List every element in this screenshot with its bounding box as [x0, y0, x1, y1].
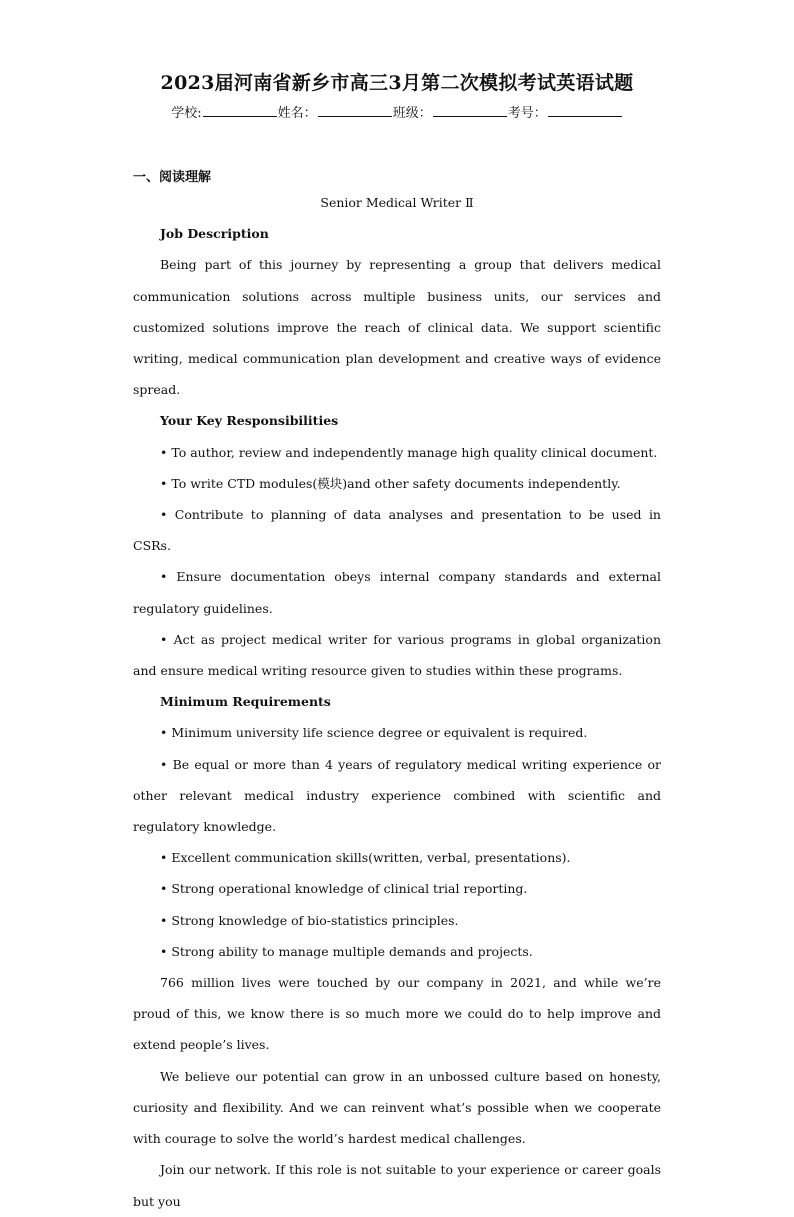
requirement-item: • Minimum university life science degree or equivalent is required.: [160, 725, 588, 741]
requirement-item: • Strong operational knowledge of clinical trial reporting.: [160, 881, 528, 897]
requirements-heading: Minimum Requirements: [160, 694, 331, 710]
class-blank: [433, 104, 507, 117]
section-title: 一、阅读理解: [133, 170, 212, 185]
responsibility-item: • To author, review and independently manage high quality clinical document.: [160, 444, 658, 460]
requirement-item: • Strong knowledge of bio-statistics principles.: [160, 912, 459, 928]
school-label: 学校:: [171, 106, 202, 121]
responsibility-item: • Act as project medical writer for various programs in global organization and ensure medical writing resource given to studies within these programs.: [133, 631, 661, 679]
closing-paragraph-1: 766 million lives were touched by our company in 2021, and while we’re proud of this, we know there is so much more we could do to help improve and extend people’s lives.: [133, 975, 661, 1053]
closing-paragraph-2: We believe our potential can grow in an unbossed culture based on honesty, curiosity and flexibility. And we can reinvent what’s possible when we cooperate with courage to solve the world’s hardest medical challenges.: [133, 1068, 661, 1147]
responsibility-item: • To write CTD modules(模块)and other safety documents independently.: [160, 475, 621, 491]
school-blank: [203, 104, 277, 117]
job-title: Senior Medical Writer Ⅱ: [320, 195, 474, 210]
responsibilities-heading: Your Key Responsibilities: [160, 413, 339, 429]
name-label: 姓名：: [277, 106, 317, 121]
requirement-item: • Excellent communication skills(written, verbal, presentations).: [160, 850, 571, 866]
number-label: 考号：: [507, 106, 547, 121]
responsibility-item: • Contribute to planning of data analyses and presentation to be used in CSRs.: [133, 507, 661, 554]
student-info-line: [0, 102, 794, 121]
closing-paragraph-3: Join our network. If this role is not suitable to your experience or career goals but you: [133, 1162, 661, 1209]
responsibility-item: • Ensure documentation obeys internal company standards and external regulatory guidelines.: [133, 569, 661, 616]
requirement-item: • Be equal or more than 4 years of regulatory medical writing experience or other relevant medical industry experience combined with scientific and regulatory knowledge.: [133, 756, 661, 835]
number-blank: [548, 104, 622, 117]
class-label: 班级：: [392, 106, 432, 121]
exam-title: 2023届河南省新乡市高三3月第二次模拟考试英语试题: [160, 72, 634, 94]
requirement-item: • Strong ability to manage multiple demands and projects.: [160, 943, 533, 959]
reading-passage: [133, 187, 661, 1217]
job-description-heading: Job Description: [160, 226, 269, 242]
job-description-paragraph: Being part of this journey by representing a group that delivers medical communication solutions across multiple business units, our services and customized solutions improve the reach of clinical data. We support scientific writing, medical communication plan development and creative ways of evidence spread.: [133, 257, 661, 398]
name-blank: [318, 104, 392, 117]
